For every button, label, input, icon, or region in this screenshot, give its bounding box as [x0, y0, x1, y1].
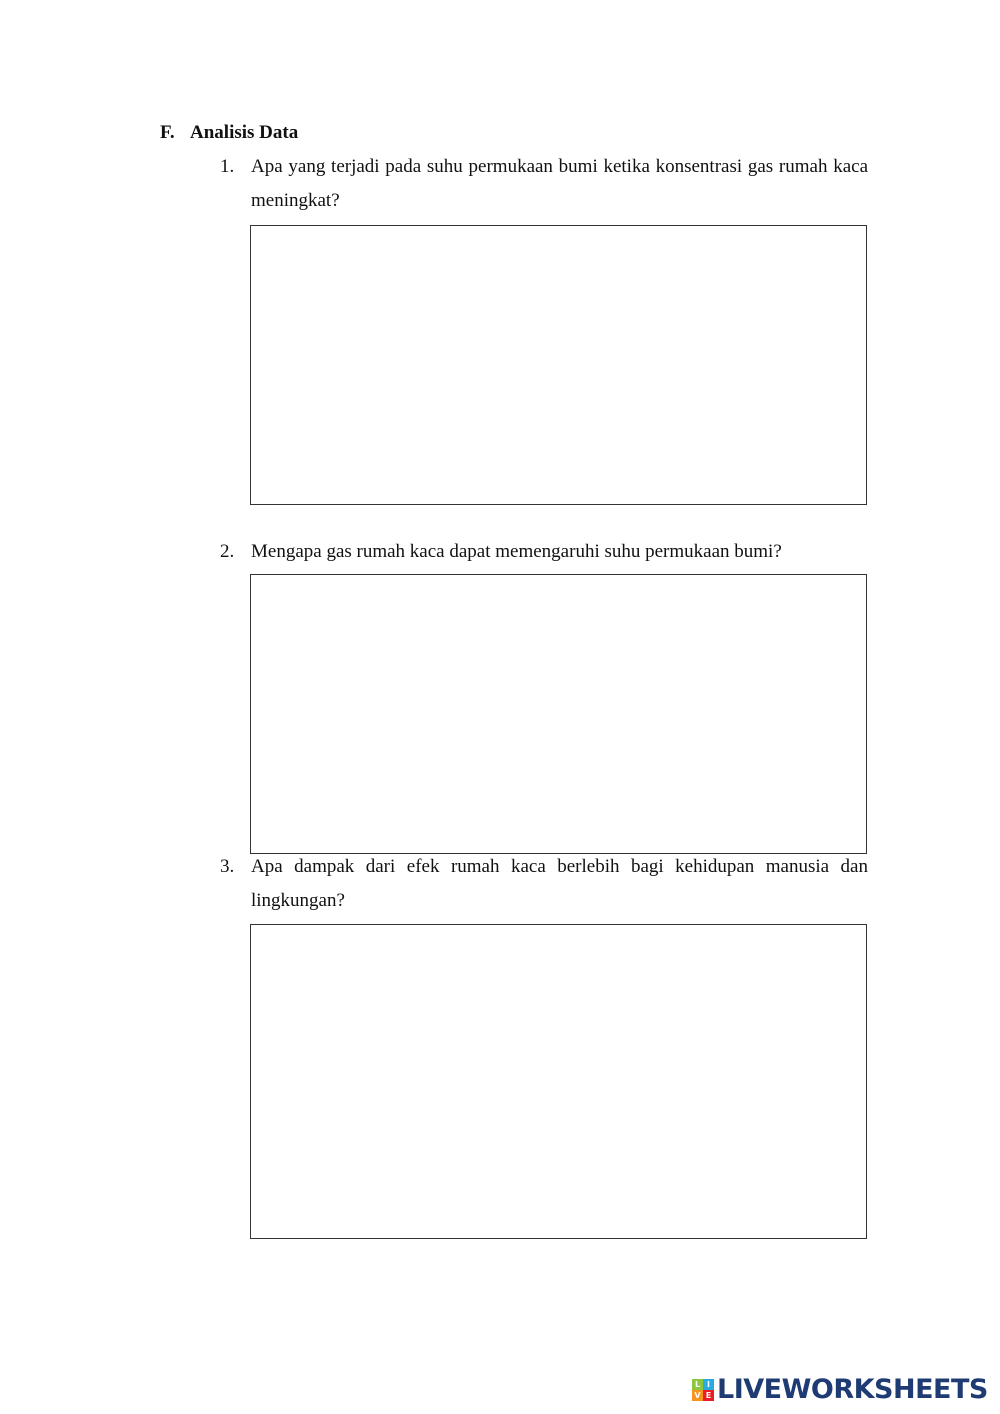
- logo-icon-letter: L: [692, 1379, 703, 1390]
- logo-icon-letter: E: [703, 1390, 714, 1401]
- question-1: [220, 150, 868, 218]
- answer-box-2[interactable]: [250, 574, 867, 854]
- logo-icon-letter: V: [692, 1390, 703, 1401]
- question-text: Apa dampak dari efek rumah kaca berlebih bagi kehidupan manusia dan lingkungan?: [251, 856, 868, 911]
- question-text: Apa yang terjadi pada suhu permukaan bumi ketika konsentrasi gas rumah kaca meningkat?: [251, 156, 868, 211]
- answer-box-3[interactable]: [250, 924, 867, 1239]
- section-title: Analisis Data: [190, 122, 299, 143]
- section-letter: F.: [160, 122, 175, 143]
- question-3: [220, 850, 868, 918]
- liveworksheets-logo-icon: [692, 1379, 714, 1401]
- question-text: Mengapa gas rumah kaca dapat memengaruhi suhu permukaan bumi?: [251, 541, 782, 562]
- question-number: 1.: [220, 156, 235, 177]
- question-2: [220, 535, 868, 569]
- section-heading: [160, 120, 298, 146]
- logo-text: LIVEWORKSHEETS: [717, 1374, 988, 1405]
- question-number: 2.: [220, 541, 235, 562]
- answer-box-1[interactable]: [250, 225, 867, 505]
- question-number: 3.: [220, 856, 235, 877]
- liveworksheets-logo: [692, 1374, 988, 1406]
- logo-icon-letter: I: [703, 1379, 714, 1390]
